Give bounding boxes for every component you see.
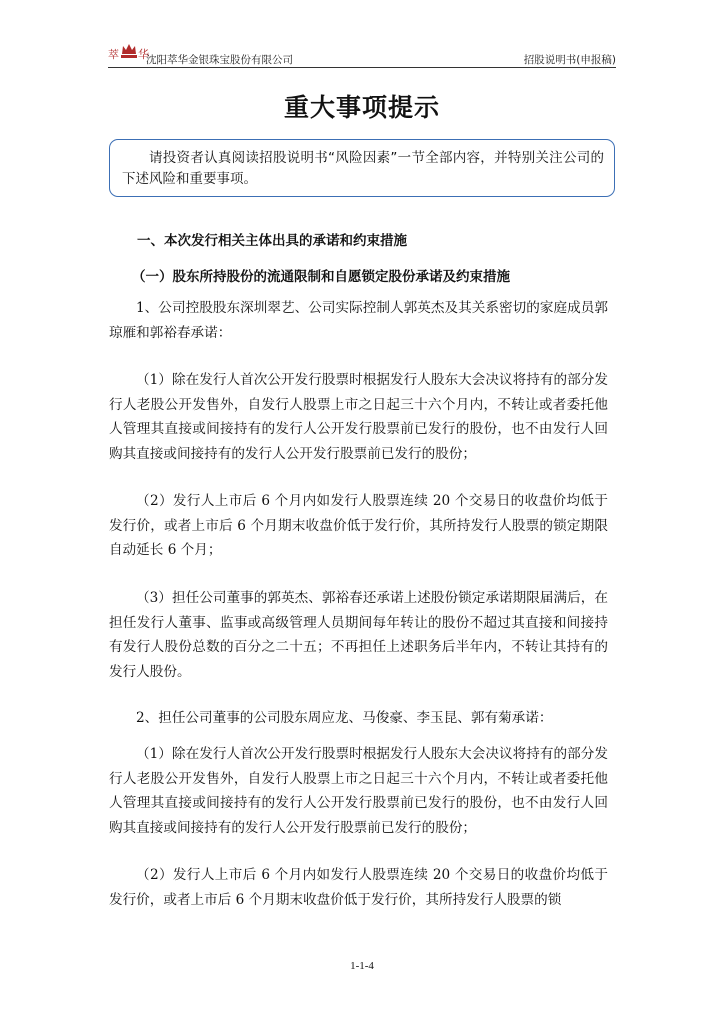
document-type: 招股说明书(申报稿): [523, 54, 616, 66]
header-divider: [108, 67, 616, 68]
page-header: [108, 38, 616, 66]
paragraph: （2）发行人上市后 6 个月内如发行人股票连续 20 个交易日的收盘价均低于发行价，或者上市后 6 个月期末收盘价低于发行价，其所持发行人股票的锁定期限自动延长 6 个月；: [109, 493, 608, 558]
paragraph: （2）发行人上市后 6 个月内如发行人股票连续 20 个交易日的收盘价均低于发行价，或者上市后 6 个月期末收盘价低于发行价，其所持发行人股票的锁: [109, 867, 608, 908]
section-heading: 一、本次发行相关主体出具的承诺和约束措施: [137, 233, 407, 249]
notice-text: 请投资者认真阅读招股说明书“风险因素”一节全部内容，并特别关注公司的下述风险和重要事项。: [122, 150, 604, 187]
notice-box: [109, 139, 615, 197]
company-name: 沈阳萃华金银珠宝股份有限公司: [146, 54, 293, 66]
svg-text:华: 华: [138, 48, 149, 61]
subsection-heading: （一）股东所持股份的流通限制和自愿锁定股份承诺及约束措施: [132, 269, 510, 285]
paragraph: （3）担任公司董事的郭英杰、郭裕春还承诺上述股份锁定承诺期限届满后，在担任发行人董事、监事或高级管理人员期间每年转让的股份不超过其直接和间接持有发行人股份总数的百分之二十五；不再担任上述职务后半年内，不转让其持有的发行人股份。: [109, 590, 608, 680]
paragraph: 1、公司控股股东深圳翠艺、公司实际控制人郭英杰及其关系密切的家庭成员郭琼雁和郭裕春承诺：: [109, 300, 608, 341]
paragraph: （1）除在发行人首次公开发行股票时根据发行人股东大会决议将持有的部分发行人老股公开发售外，自发行人股票上市之日起三十六个月内，不转让或者委托他人管理其直接或间接持有的发行人公开发行股票前已发行的股份，也不由发行人回购其直接或间接持有的发行人公开发行股票前已发行的股份；: [109, 372, 608, 462]
page-title: 重大事项提示: [283, 93, 440, 122]
page-number: 1-1-4: [350, 960, 374, 972]
svg-text:萃: 萃: [108, 48, 119, 61]
paragraph: （1）除在发行人首次公开发行股票时根据发行人股东大会决议将持有的部分发行人老股公开发售外，自发行人股票上市之日起三十六个月内，不转让或者委托他人管理其直接或间接持有的发行人公开发行股票前已发行的股份，也不由发行人回购其直接或间接持有的发行人公开发行股票前已发行的股份；: [109, 746, 608, 836]
paragraph: 2、担任公司董事的公司股东周应龙、马俊豪、李玉昆、郭有菊承诺：: [136, 710, 553, 726]
